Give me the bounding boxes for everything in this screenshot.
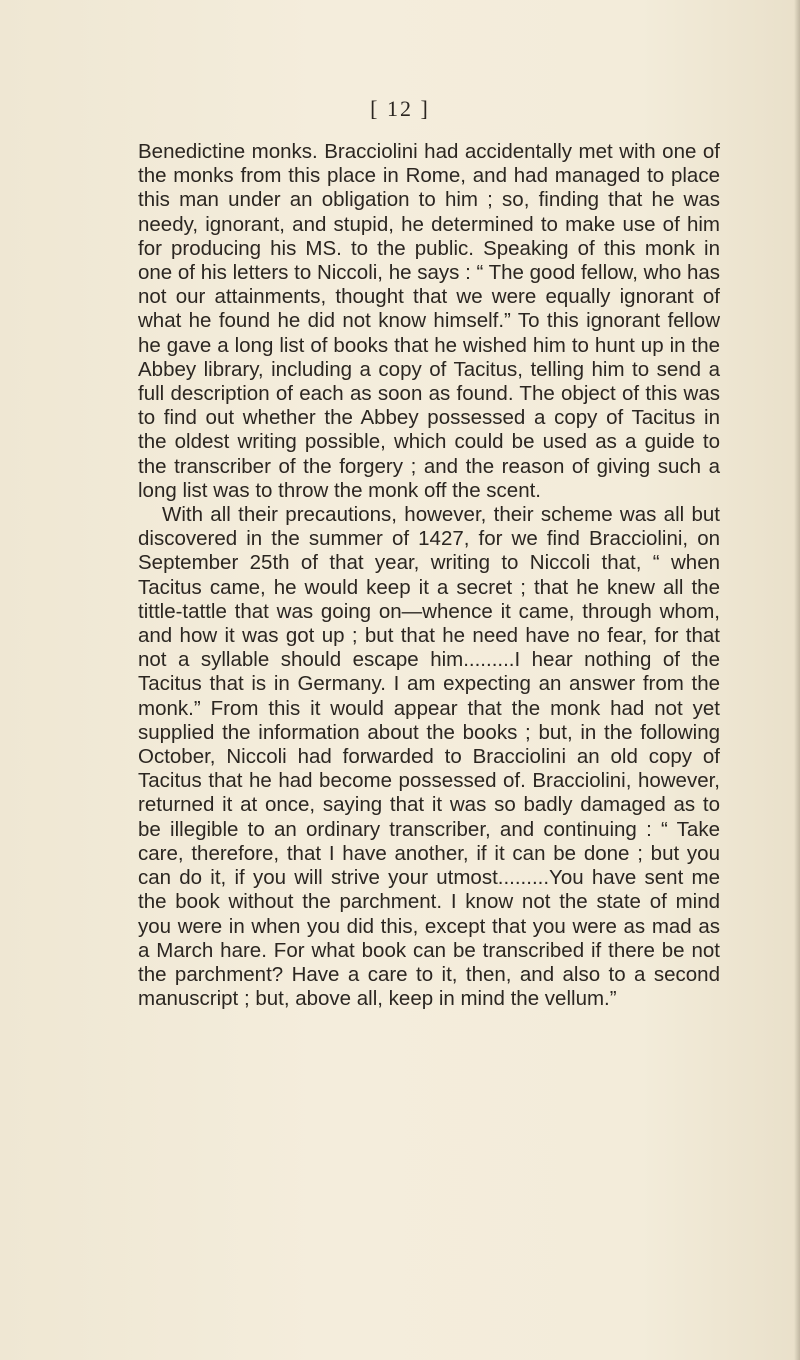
page-number: [ 12 ]	[370, 96, 430, 121]
body-text	[138, 140, 720, 1011]
page-edge-shadow	[794, 0, 800, 1360]
paragraph-1: Benedictine monks. Bracciolini had accidentally met with one of the monks from this place in Rome, and had managed to place this man under an obligation to him ; so, finding that he was needy, ignorant, and stupid, he determined to make use of him for producing his MS. to the public. Speaking of this monk in one of his letters to Niccoli, he says : “ The good fellow, who has not our attainments, thought that we were equally ignorant of what he found he did not know himself.” To this ignorant fellow he gave a long list of books that he wished him to hunt up in the Abbey library, including a copy of Tacitus, telling him to send a full description of each as soon as found. The object of this was to find out whether the Abbey possessed a copy of Tacitus in the oldest writing possible, which could be used as a guide to the transcriber of the forgery ; and the reason of giving such a long list was to throw the monk off the scent.	[138, 140, 720, 502]
paragraph-2: With all their precautions, however, their scheme was all but discovered in the summer of 1427, for we find Bracciolini, on September 25th of that year, writing to Niccoli that, “ when Tacitus came, he would keep it a secret ; that he knew all the tittle-tattle that was going on—whence it came, through whom, and how it was got up ; but that he need have no fear, for that not a syllable should escape him.........I hear nothing of the Tacitus that is in Germany. I am expecting an answer from the monk.” From this it would appear that the monk had not yet supplied the information about the books ; but, in the following October, Niccoli had forwarded to Bracciolini an old copy of Tacitus that he had become possessed of. Bracciolini, however, returned it at once, saying that it was so badly damaged as to be illegible to an ordinary transcriber, and continuing : “ Take care, therefore, that I have another, if it can be done ; but you can do it, if you will strive your utmost.........You have sent me the book without the parchment. I know not the state of mind you were in when you did this, except that you were as mad as a March hare. For what book can be transcribed if there be not the parchment? Have a care to it, then, and also to a second manuscript ; but, above all, keep in mind the vellum.”	[138, 503, 720, 1011]
